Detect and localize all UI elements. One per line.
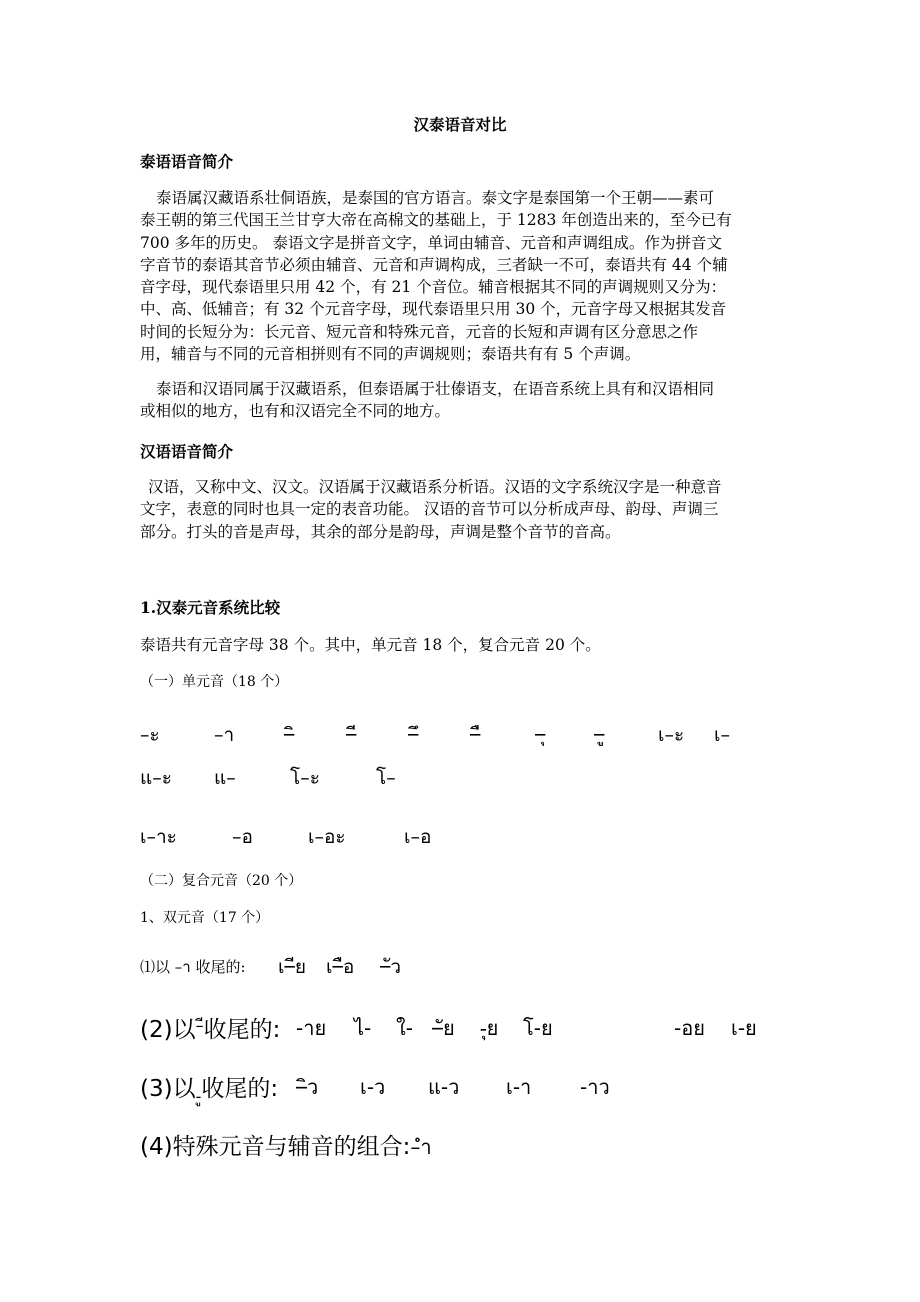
- text-line: 泰语属汉藏语系壮侗语族，是泰国的官方语言。泰文字是泰国第一个王朝——素可: [156, 189, 715, 207]
- thai-vowel: เ–าะ: [140, 826, 177, 848]
- thai-vowel: เ-า: [506, 1075, 532, 1099]
- single-vowel-label: （一）单元音（18 个）: [140, 674, 289, 690]
- item3-label: [140, 1070, 278, 1110]
- text-line: 字音节的泰语其音节必须由辅音、元音和声调构成，三者缺一不可，泰语共有 44 个辅: [140, 255, 728, 274]
- thai-vowel: แ–: [214, 767, 236, 789]
- compound-vowel-label: （二）复合元音（20 个）: [140, 873, 303, 889]
- thai-intro-heading: 泰语语音简介: [140, 152, 234, 171]
- thai-intro-paragraph-1: [140, 187, 785, 365]
- thai-vowel: –ิ: [284, 724, 295, 746]
- item2-marker: –ี: [195, 1016, 204, 1035]
- thai-vowel: เ–อ: [404, 826, 432, 848]
- thai-vowel: –ึ: [408, 724, 419, 746]
- item2-suffix: 收尾的:: [203, 1017, 281, 1043]
- item3-prefix: (3)以: [140, 1076, 196, 1102]
- double-vowel-label: 1、双元音（17 个）: [140, 910, 270, 926]
- thai-vowel: ไ-: [354, 1016, 372, 1040]
- thai-vowel: –ี: [346, 724, 357, 746]
- item4-prefix: (4)特殊元音与辅音的组合:: [140, 1134, 411, 1160]
- text-line: 中、高、低辅音；有 32 个元音字母，现代泰语里只用 30 个，元音字母又根据其发音: [140, 300, 727, 319]
- thai-vowel: เ-ย: [731, 1016, 757, 1040]
- thai-intro-paragraph-2: [140, 378, 785, 423]
- text-line: 文字，表意的同时也具一定的表音功能。 汉语的音节可以分析成声母、韵母、声调三: [140, 500, 719, 519]
- thai-vowel: –ำ: [410, 1135, 432, 1159]
- thai-vowel: เ–ีย: [278, 956, 307, 978]
- thai-vowel: –ัว: [380, 956, 402, 978]
- text-line: 音字母，现代泰语里只用 42 个，有 21 个音位。辅音根据其不同的声调规则又分为：: [140, 278, 727, 297]
- thai-vowel: เ-ว: [360, 1075, 386, 1099]
- section1-heading: 1.汉泰元音系统比较: [140, 598, 281, 617]
- thai-vowel: โ–: [376, 767, 396, 789]
- thai-vowel: -ุย: [480, 1016, 499, 1040]
- thai-vowel: –ื: [470, 724, 481, 746]
- thai-vowel: ใ-: [396, 1016, 413, 1040]
- vowel-summary: 泰语共有元音字母 38 个。其中，单元音 18 个，复合元音 20 个。: [140, 636, 601, 654]
- thai-vowel: โ–ะ: [290, 767, 320, 789]
- thai-vowel: แ-ว: [428, 1075, 460, 1099]
- thai-vowel: –ุ: [535, 724, 546, 746]
- text-line: 或相似的地方，也有和汉语完全不同的地方。: [140, 402, 451, 421]
- thai-vowel: –ิว: [296, 1075, 319, 1099]
- item3-suffix: 收尾的:: [201, 1076, 279, 1102]
- thai-vowel: เ–อะ: [308, 826, 346, 848]
- thai-vowel: -าว: [580, 1075, 610, 1099]
- text-line: 用，辅音与不同的元音相拼则有不同的声调规则；泰语共有有 5 个声调。: [140, 345, 641, 364]
- chinese-intro-heading: 汉语语音简介: [140, 442, 234, 461]
- item3-marker: -ู: [195, 1087, 202, 1106]
- thai-vowel: –อ: [232, 826, 253, 848]
- thai-vowel: เ–ือ: [326, 956, 355, 978]
- text-line: 700 多年的历史。 泰语文字是拼音文字，单词由辅音、元音和声调组成。作为拼音文: [140, 233, 722, 252]
- thai-vowel: –ะ: [140, 724, 160, 746]
- page-title: 汉泰语音对比: [413, 115, 507, 134]
- text-line: 泰王朝的第三代国王兰甘亨大帝在高棉文的基础上，于 1283 年创造出来的，至今已有: [140, 211, 732, 230]
- thai-vowel: –า: [214, 724, 235, 746]
- thai-vowel: เ–: [714, 724, 730, 746]
- text-line: 汉语，又称中文、汉文。汉语属于汉藏语系分析语。汉语的文字系统汉字是一种意音: [148, 478, 722, 496]
- thai-vowel: –ู: [594, 724, 605, 746]
- item2-label: [140, 1011, 280, 1044]
- thai-vowel: -าย: [296, 1016, 327, 1040]
- thai-vowel: แ–ะ: [140, 767, 172, 789]
- chinese-intro-paragraph: [140, 476, 785, 543]
- item2-prefix: (2)以: [140, 1017, 196, 1043]
- thai-vowel: โ-ย: [523, 1016, 553, 1040]
- item1-prefix: ⑴以 –า 收尾的:: [140, 958, 246, 976]
- text-line: 时间的长短分为：长元音、短元音和特殊元音，元音的长短和声调有区分意思之作: [140, 322, 699, 341]
- item4-label: [140, 1128, 432, 1163]
- thai-vowel: เ–ะ: [658, 724, 685, 746]
- text-line: 泰语和汉语同属于汉藏语系，但泰语属于壮傣语支，在语音系统上具有和汉语相同: [156, 380, 715, 398]
- thai-vowel: –ัย: [432, 1016, 455, 1040]
- text-line: 部分。打头的音是声母，其余的部分是韵母，声调是整个音节的音高。: [140, 522, 621, 541]
- thai-vowel: -อย: [674, 1016, 705, 1040]
